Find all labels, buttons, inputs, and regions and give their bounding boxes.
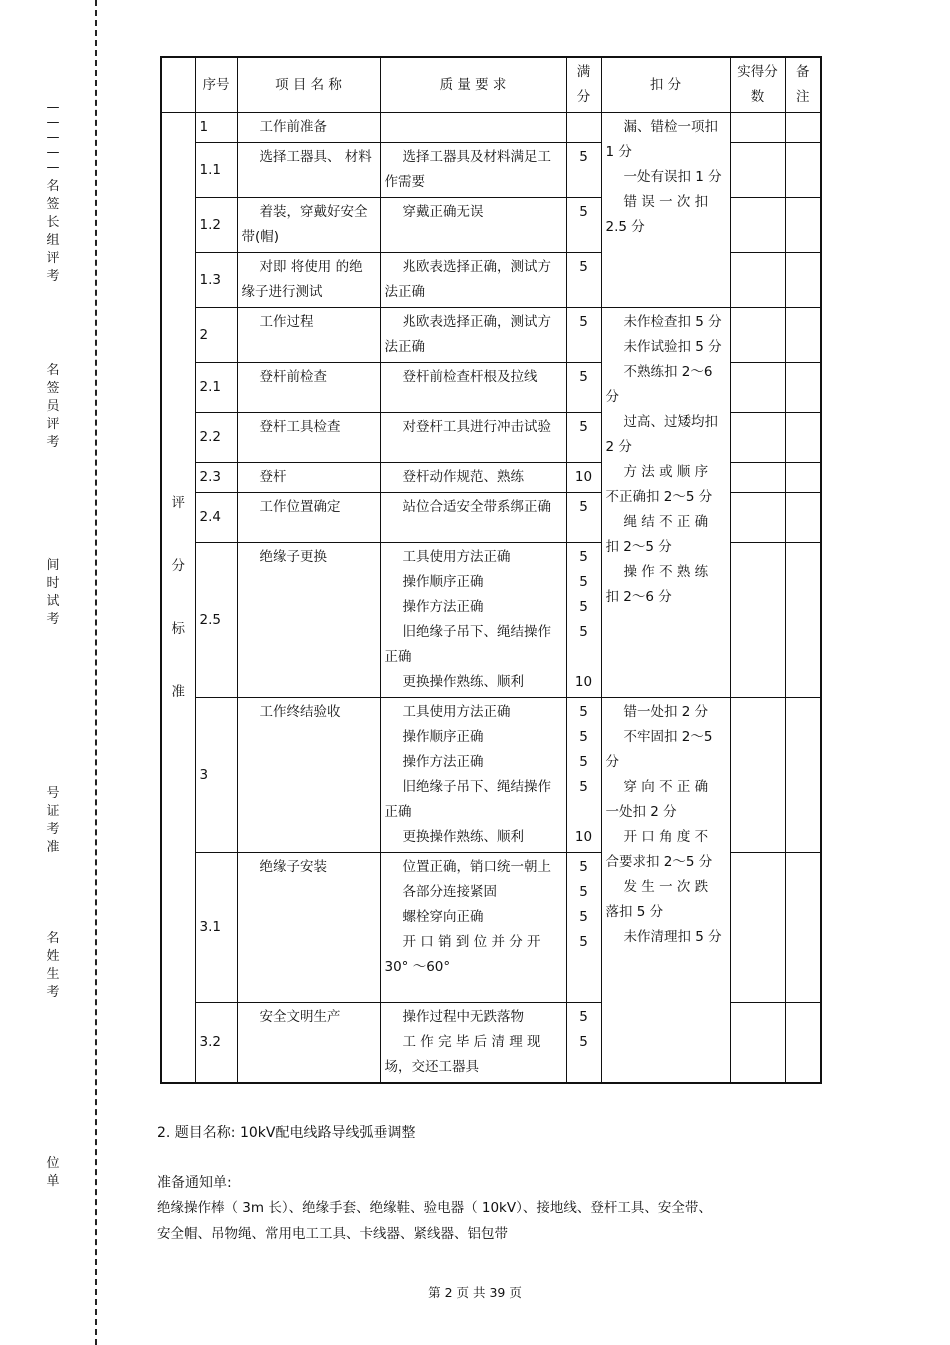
row-item-name: 对即 将使用 的绝缘子进行测试 xyxy=(237,253,380,308)
score-line: 5 xyxy=(579,599,588,615)
score-line: 5 xyxy=(579,314,588,330)
deduct-line: 一处有误扣 1 分 xyxy=(623,169,722,185)
row-item-name: 工作终结验收 xyxy=(237,698,380,853)
row-quality xyxy=(380,1003,566,1084)
quality-line: 登杆前检查杆根及拉线 xyxy=(402,369,538,385)
quality-line: 站位合适安全带系绑正确 xyxy=(402,499,551,515)
row-actual-score xyxy=(730,853,785,1003)
row-quality xyxy=(380,413,566,463)
deduct-line: 漏、错检一项扣 1 分 xyxy=(605,119,718,160)
row-actual-score xyxy=(730,413,785,463)
category-cell xyxy=(161,113,195,1084)
score-line: 5 xyxy=(579,754,588,770)
row-remark xyxy=(785,113,821,143)
row-seq: 3.1 xyxy=(195,853,237,1003)
scoring-table xyxy=(160,56,822,1084)
page-footer: 第 2 页 共 39 页 xyxy=(428,1285,522,1300)
row-seq: 2.5 xyxy=(195,543,237,698)
row-seq: 2.1 xyxy=(195,363,237,413)
sidebar-label-5: 名姓生考 xyxy=(46,931,60,1000)
row-quality xyxy=(380,853,566,1003)
score-line xyxy=(571,645,597,670)
row-remark xyxy=(785,543,821,698)
sidebar-label-4: 号证考准 xyxy=(46,786,60,855)
deduct-line: 未作试验扣 5 分 xyxy=(623,339,722,355)
row-remark xyxy=(785,698,821,853)
row-actual-score xyxy=(730,198,785,253)
score-line: 5 xyxy=(579,859,588,875)
row-score xyxy=(566,413,601,463)
row-seq: 3 xyxy=(195,698,237,853)
row-remark xyxy=(785,363,821,413)
row-seq: 1.1 xyxy=(195,143,237,198)
notice-label: 准备通知单: xyxy=(157,1175,232,1191)
score-line: 5 xyxy=(579,884,588,900)
row-quality xyxy=(380,543,566,698)
quality-line: 旧绝缘子吊下、绳结操作正确 xyxy=(384,779,551,820)
row-seq: 1 xyxy=(195,113,237,143)
sidebar-label-3: 间时试考 xyxy=(46,558,60,627)
row-remark xyxy=(785,253,821,308)
quality-line: 操作方法正确 xyxy=(402,754,484,770)
header-remark: 备注 xyxy=(785,57,821,113)
deduct-line: 不牢固扣 2～5 分 xyxy=(605,729,713,770)
sidebar-label-6: 位单 xyxy=(46,1156,60,1189)
header-item-name: 项 目 名 称 xyxy=(237,57,380,113)
row-score xyxy=(566,198,601,253)
row-score xyxy=(566,463,601,493)
quality-line: 兆欧表选择正确，测试方法正确 xyxy=(384,314,551,355)
quality-line: 兆欧表选择正确，测试方法正确 xyxy=(384,259,551,300)
row-item-name: 工作过程 xyxy=(237,308,380,363)
score-line: 5 xyxy=(579,549,588,565)
row-seq: 2.2 xyxy=(195,413,237,463)
score-line: 5 xyxy=(579,369,588,385)
sidebar-label-1: 名签长组评考 xyxy=(46,179,60,284)
quality-line: 穿戴正确无误 xyxy=(402,204,484,220)
row-item-name: 登杆 xyxy=(237,463,380,493)
row-item-name: 绝缘子更换 xyxy=(237,543,380,698)
quality-line: 操作顺序正确 xyxy=(402,574,484,590)
row-actual-score xyxy=(730,1003,785,1084)
row-quality xyxy=(380,308,566,363)
row-remark xyxy=(785,853,821,1003)
score-line: 5 xyxy=(579,934,588,950)
score-line: 5 xyxy=(579,259,588,275)
quality-line: 选择工器具及材料满足工作需要 xyxy=(384,149,551,190)
row-score xyxy=(566,853,601,1003)
deduct-line: 绳 结 不 正 确 扣 2～5 分 xyxy=(605,514,709,555)
score-line: 5 xyxy=(579,624,588,640)
quality-line: 工 作 完 毕 后 清 理 现场，交还工器具 xyxy=(384,1034,541,1075)
row-item-name: 工作位置确定 xyxy=(237,493,380,543)
deduct-line: 过高、过矮均扣 2 分 xyxy=(605,414,718,455)
row-score xyxy=(566,698,601,853)
row-remark xyxy=(785,413,821,463)
quality-line: 更换操作熟练、顺利 xyxy=(402,829,524,845)
quality-line: 旧绝缘子吊下、绳结操作正确 xyxy=(384,624,551,665)
quality-line: 操作方法正确 xyxy=(402,599,484,615)
deduct-line: 错 误 一 次 扣 2.5 分 xyxy=(605,194,709,235)
header-actual-score: 实得分数 xyxy=(730,57,785,113)
row-seq: 2 xyxy=(195,308,237,363)
deduct-line: 错一处扣 2 分 xyxy=(623,704,709,720)
row-quality xyxy=(380,198,566,253)
row-item-name: 安全文明生产 xyxy=(237,1003,380,1084)
quality-line: 位置正确，销口统一朝上 xyxy=(402,859,551,875)
header-quality: 质 量 要 求 xyxy=(380,57,566,113)
row-score xyxy=(566,143,601,198)
row-actual-score xyxy=(730,113,785,143)
score-line: 5 xyxy=(579,704,588,720)
deduct-line: 开 口 角 度 不 合要求扣 2～5 分 xyxy=(605,829,713,870)
header-full-score: 满分 xyxy=(566,57,601,113)
sidebar-label-2: 名签员评考 xyxy=(46,363,60,450)
score-line: 5 xyxy=(579,574,588,590)
table-row xyxy=(161,113,821,143)
quality-line: 更换操作熟练、顺利 xyxy=(402,674,524,690)
row-actual-score xyxy=(730,253,785,308)
row-remark xyxy=(785,493,821,543)
row-actual-score xyxy=(730,698,785,853)
row-item-name: 选择工器具、 材料 xyxy=(237,143,380,198)
row-remark xyxy=(785,198,821,253)
table-row xyxy=(161,308,821,363)
row-actual-score xyxy=(730,543,785,698)
category-char: 分 xyxy=(171,557,185,574)
quality-line: 各部分连接紧固 xyxy=(402,884,497,900)
quality-line: 工具使用方法正确 xyxy=(402,704,511,720)
sidebar-label-group-leader-sign: — — — — — xyxy=(46,100,60,175)
header-blank-cell xyxy=(161,57,195,113)
score-line: 5 xyxy=(579,419,588,435)
category-char: 评 xyxy=(171,494,185,511)
row-seq: 2.4 xyxy=(195,493,237,543)
row-score xyxy=(566,363,601,413)
score-line: 5 xyxy=(579,1034,588,1050)
row-seq: 3.2 xyxy=(195,1003,237,1084)
row-score xyxy=(566,113,601,143)
row-score xyxy=(566,253,601,308)
score-line: 5 xyxy=(579,204,588,220)
row-score xyxy=(566,493,601,543)
score-line: 5 xyxy=(579,729,588,745)
row-item-name: 工作前准备 xyxy=(237,113,380,143)
row-actual-score xyxy=(730,493,785,543)
quality-line: 操作顺序正确 xyxy=(402,729,484,745)
row-remark xyxy=(785,308,821,363)
section2-title: 2. 题目名称: 10kV配电线路导线弧垂调整 xyxy=(157,1125,416,1141)
score-line: 5 xyxy=(579,909,588,925)
row-remark xyxy=(785,143,821,198)
quality-line: 对登杆工具进行冲击试验 xyxy=(402,419,551,435)
quality-line: 操作过程中无跌落物 xyxy=(402,1009,524,1025)
row-item-name: 登杆前检查 xyxy=(237,363,380,413)
deduct-line: 不熟练扣 2～6 分 xyxy=(605,364,713,405)
quality-line: 工具使用方法正确 xyxy=(402,549,511,565)
row-actual-score xyxy=(730,143,785,198)
quality-line: 开 口 销 到 位 并 分 开30° ～60° xyxy=(384,934,541,975)
row-score xyxy=(566,543,601,698)
binding-dashed-line xyxy=(95,0,97,1345)
row-quality xyxy=(380,253,566,308)
deduct-group-cell xyxy=(601,308,730,698)
row-seq: 2.3 xyxy=(195,463,237,493)
score-line: 10 xyxy=(574,674,593,690)
score-line: 10 xyxy=(574,829,593,845)
notice-line-1: 绝缘操作棒（ 3m 长）、绝缘手套、绝缘鞋、验电器（ 10kV）、接地线、登杆工具、安全带、 xyxy=(157,1200,712,1216)
row-seq: 1.2 xyxy=(195,198,237,253)
row-quality xyxy=(380,143,566,198)
score-line: 5 xyxy=(579,499,588,515)
category-char: 标 xyxy=(171,620,185,637)
row-actual-score xyxy=(730,363,785,413)
row-remark xyxy=(785,1003,821,1084)
row-item-name: 绝缘子安装 xyxy=(237,853,380,1003)
score-line: 5 xyxy=(579,149,588,165)
score-line: 10 xyxy=(574,469,593,485)
category-char: 准 xyxy=(171,683,185,700)
deduct-line: 方 法 或 顺 序 不正确扣 2～5 分 xyxy=(605,464,713,505)
row-actual-score xyxy=(730,463,785,493)
table-row xyxy=(161,698,821,853)
notice-line-2: 安全帽、吊物绳、常用电工工具、卡线器、紧线器、铝包带 xyxy=(157,1226,508,1242)
deduct-group-cell xyxy=(601,113,730,308)
deduct-line: 发 生 一 次 跌 落扣 5 分 xyxy=(605,879,709,920)
deduct-line: 未作清理扣 5 分 xyxy=(623,929,722,945)
row-item-name: 登杆工具检查 xyxy=(237,413,380,463)
row-quality xyxy=(380,113,566,143)
row-quality xyxy=(380,698,566,853)
deduct-line: 穿 向 不 正 确 一处扣 2 分 xyxy=(605,779,709,820)
row-seq: 1.3 xyxy=(195,253,237,308)
deduct-line: 未作检查扣 5 分 xyxy=(623,314,722,330)
score-line: 5 xyxy=(579,1009,588,1025)
deduct-line: 操 作 不 熟 练 扣 2～6 分 xyxy=(605,564,709,605)
row-score xyxy=(566,308,601,363)
score-line xyxy=(571,800,597,825)
score-line: 5 xyxy=(579,779,588,795)
header-deduct: 扣 分 xyxy=(601,57,730,113)
row-remark xyxy=(785,463,821,493)
row-score xyxy=(566,1003,601,1084)
row-actual-score xyxy=(730,308,785,363)
row-quality xyxy=(380,463,566,493)
quality-line: 螺栓穿向正确 xyxy=(402,909,484,925)
row-quality xyxy=(380,493,566,543)
quality-line: 登杆动作规范、熟练 xyxy=(402,469,524,485)
header-seq: 序号 xyxy=(195,57,237,113)
row-quality xyxy=(380,363,566,413)
deduct-group-cell xyxy=(601,698,730,1084)
row-item-name: 着装，穿戴好安全带(帽) xyxy=(237,198,380,253)
